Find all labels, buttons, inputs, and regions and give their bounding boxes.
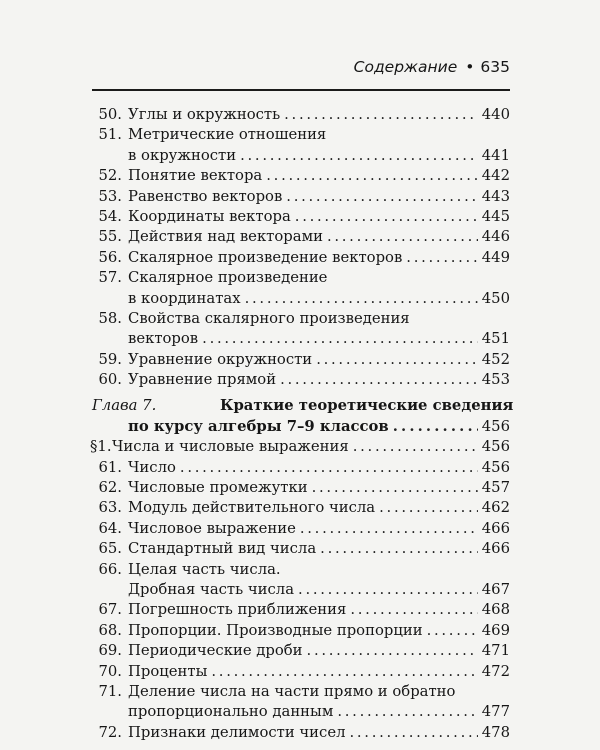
- toc-entry-number: 57.: [98, 269, 122, 287]
- toc-entry-page: 445: [481, 207, 510, 225]
- toc-entry-line: [128, 350, 510, 370]
- toc-entry[interactable]: [0, 662, 600, 682]
- chapter-label: [92, 396, 156, 416]
- section-page: 456: [481, 438, 510, 456]
- toc-entry-line: [128, 723, 510, 743]
- dot-leader: [280, 370, 478, 390]
- dot-leader: [350, 600, 477, 620]
- toc-entry[interactable]: [0, 478, 600, 498]
- toc-entry-title: Пропорции. Производные пропорции: [128, 621, 423, 639]
- toc-entry-number: 70.: [98, 662, 122, 680]
- dot-leader: [202, 329, 478, 349]
- toc-entry-title: Дробная часть числа: [128, 580, 295, 598]
- toc-entry-number: 51.: [98, 126, 122, 144]
- toc-entry-number: 50.: [98, 106, 122, 123]
- toc-entry-line: [128, 621, 510, 641]
- toc-entry-page: 472: [481, 662, 510, 680]
- toc-entry-title: Модуль действительного числа: [128, 499, 376, 517]
- toc-entry-number: 67.: [98, 601, 122, 619]
- dot-leader: [298, 580, 478, 600]
- toc-entry-page: 469: [481, 621, 510, 639]
- dot-leader: [427, 621, 478, 641]
- toc-entry-line: [128, 498, 510, 518]
- toc-entry-title: Периодические дроби: [128, 642, 303, 660]
- toc-entry-line: [128, 248, 510, 268]
- toc-entry-title: Числовое выражение: [128, 519, 296, 537]
- toc-entry-number: 54.: [98, 207, 122, 225]
- toc-entry-number: 71.: [98, 682, 122, 700]
- toc-entry-line: [128, 641, 510, 661]
- dot-leader: [266, 166, 478, 186]
- toc-entry[interactable]: [0, 207, 600, 227]
- dot-leader: [320, 539, 478, 559]
- header-rule: [92, 89, 510, 91]
- toc-entry-number: 55.: [98, 228, 122, 246]
- toc-entry-number: 66.: [98, 560, 122, 578]
- toc-entry-title: Число: [128, 458, 176, 476]
- toc-entry-title: Понятие вектора: [128, 167, 263, 185]
- toc-entry-line: [128, 560, 510, 580]
- chapter-title-line: [220, 396, 514, 416]
- toc-chapter[interactable]: [0, 417, 600, 437]
- chapter-title-line: [128, 417, 510, 437]
- toc-entry-number: 72.: [98, 723, 122, 741]
- toc-entry-title: в окружности: [128, 146, 237, 164]
- toc-entry-line: [128, 125, 510, 145]
- toc-entry-line: [128, 329, 510, 349]
- toc-entry-title: Углы и окружность: [128, 106, 281, 123]
- toc-entry-title: Уравнение окружности: [128, 350, 313, 368]
- dot-leader: [240, 146, 478, 166]
- running-head-title: Содержание: [353, 58, 458, 76]
- toc-entry-title: Равенство векторов: [128, 187, 283, 205]
- toc-entry[interactable]: [0, 641, 600, 661]
- toc-entry[interactable]: [0, 248, 600, 268]
- running-head-page-number: 635: [480, 58, 510, 76]
- section-title: Числа и числовые выражения: [112, 438, 349, 456]
- running-head-bullet: •: [465, 58, 475, 76]
- toc-entry-title: пропорционально данным: [128, 703, 334, 721]
- dot-leader: [353, 437, 478, 457]
- toc-entry-title: Признаки делимости чисел: [128, 723, 346, 741]
- toc-entry-page: 477: [481, 703, 510, 721]
- toc-entry-page: 446: [481, 228, 510, 246]
- toc-entry[interactable]: [0, 519, 600, 539]
- toc-entry-line: [128, 187, 510, 207]
- dot-leader: [379, 498, 478, 518]
- toc-entry[interactable]: [0, 289, 600, 309]
- toc-entry-line: [128, 146, 510, 166]
- toc-entry[interactable]: [0, 227, 600, 247]
- toc-entry-line: [128, 600, 510, 620]
- toc-entry-page: 452: [481, 350, 510, 368]
- toc-entry-page: 478: [481, 723, 510, 741]
- chapter-title: по курсу алгебры 7–9 классов: [128, 417, 389, 435]
- toc-entry-line: [128, 458, 510, 478]
- toc-entry-title: Стандартный вид числа: [128, 540, 317, 558]
- toc-chapter[interactable]: [0, 396, 600, 416]
- running-head: [90, 58, 510, 76]
- toc-entry-number: 60.: [98, 371, 122, 389]
- toc-entry-number: 68.: [98, 621, 122, 639]
- toc-entry[interactable]: [0, 125, 600, 145]
- toc-entry-line: [128, 519, 510, 539]
- table-of-contents: [0, 105, 600, 743]
- toc-entry[interactable]: [0, 580, 600, 600]
- toc-entry-line: [128, 370, 510, 390]
- toc-entry-title: Свойства скалярного произведения: [128, 309, 410, 327]
- toc-entry-page: 443: [481, 187, 510, 205]
- toc-entry[interactable]: [0, 702, 600, 722]
- toc-entry[interactable]: [0, 682, 600, 702]
- toc-entry-line: [128, 702, 510, 722]
- toc-entry-number: 61.: [98, 458, 122, 476]
- section-label: §1.: [90, 438, 112, 456]
- toc-entry-title: Деление числа на части прямо и обратно: [128, 682, 456, 700]
- toc-entry[interactable]: [0, 621, 600, 641]
- toc-entry[interactable]: [0, 560, 600, 580]
- section-title-line: [112, 437, 510, 457]
- dot-leader: [327, 227, 478, 247]
- toc-entry[interactable]: [0, 329, 600, 349]
- toc-entry-line: [128, 207, 510, 227]
- toc-entry-page: 468: [481, 601, 510, 619]
- toc-entry[interactable]: [0, 600, 600, 620]
- toc-entry-number: 53.: [98, 187, 122, 205]
- toc-entry-title: Числовые промежутки: [128, 479, 308, 497]
- toc-entry-line: [128, 268, 510, 288]
- toc-entry[interactable]: [0, 723, 600, 743]
- toc-entry[interactable]: [0, 458, 600, 478]
- toc-entry-title: Проценты: [128, 662, 208, 680]
- toc-entry-line: [128, 166, 510, 186]
- dot-leader: [307, 641, 478, 661]
- dot-leader: [300, 519, 478, 539]
- toc-entry[interactable]: [0, 105, 600, 125]
- toc-entry-page: 450: [481, 289, 510, 307]
- toc-entry[interactable]: [0, 187, 600, 207]
- toc-entry-title: Скалярное произведение: [128, 269, 328, 287]
- dot-leader: [284, 105, 478, 125]
- toc-entry-title: векторов: [128, 330, 199, 348]
- toc-entry-page: 456: [481, 458, 510, 476]
- toc-entry-number: 62.: [98, 479, 122, 497]
- toc-entry-title: Действия над векторами: [128, 228, 323, 246]
- toc-entry-page: 449: [481, 248, 510, 266]
- toc-entry-page: 466: [481, 519, 510, 537]
- toc-entry-number: 64.: [98, 519, 122, 537]
- toc-entry-page: 441: [481, 146, 510, 164]
- toc-entry[interactable]: [0, 309, 600, 329]
- dot-leader: [337, 702, 477, 722]
- toc-entry-page: 440: [481, 106, 510, 123]
- dot-leader: [211, 662, 477, 682]
- toc-entry[interactable]: [0, 146, 600, 166]
- toc-entry-number: 65.: [98, 540, 122, 558]
- chapter-title: Краткие теоретические сведения: [220, 397, 514, 415]
- toc-entry-number: 59.: [98, 350, 122, 368]
- toc-entry-number: 58.: [98, 309, 122, 327]
- toc-entry-title: Уравнение прямой: [128, 371, 277, 389]
- toc-entry-line: [128, 662, 510, 682]
- toc-entry-number: 56.: [98, 248, 122, 266]
- dot-leader: [316, 350, 478, 370]
- toc-entry-title: Координаты вектора: [128, 207, 291, 225]
- toc-entry-line: [128, 580, 510, 600]
- toc-entry-page: 442: [481, 167, 510, 185]
- dot-leader: [406, 248, 477, 268]
- chapter-label-text: Глава 7.: [92, 397, 157, 415]
- toc-entry-line: [128, 682, 510, 702]
- toc-entry-line: [128, 105, 510, 125]
- toc-entry-line: [128, 227, 510, 247]
- dot-leader: [393, 417, 478, 437]
- chapter-page: 456: [481, 417, 510, 435]
- toc-entry-line: [128, 309, 510, 329]
- dot-leader: [180, 458, 478, 478]
- toc-entry-title: в координатах: [128, 289, 241, 307]
- toc-entry[interactable]: [0, 350, 600, 370]
- dot-leader: [286, 187, 477, 207]
- toc-entry[interactable]: [0, 166, 600, 186]
- toc-entry[interactable]: [0, 498, 600, 518]
- toc-entry-number: 52.: [98, 167, 122, 185]
- toc-entry[interactable]: [0, 370, 600, 390]
- toc-entry-page: 471: [481, 642, 510, 660]
- toc-entry-title: Целая часть числа.: [128, 560, 281, 578]
- toc-entry-page: 462: [481, 499, 510, 517]
- toc-entry-page: 466: [481, 540, 510, 558]
- toc-section[interactable]: [0, 437, 600, 457]
- toc-entry-line: [128, 539, 510, 559]
- dot-leader: [349, 723, 477, 743]
- dot-leader: [312, 478, 478, 498]
- toc-entry-title: Метрические отношения: [128, 126, 327, 144]
- toc-entry-number: 69.: [98, 642, 122, 660]
- toc-entry-page: 451: [481, 330, 510, 348]
- toc-entry[interactable]: [0, 268, 600, 288]
- toc-entry-line: [128, 478, 510, 498]
- toc-entry-line: [128, 289, 510, 309]
- dot-leader: [245, 289, 478, 309]
- toc-entry-page: 467: [481, 580, 510, 598]
- toc-entry-title: Скалярное произведение векторов: [128, 248, 403, 266]
- dot-leader: [295, 207, 478, 227]
- toc-entry-number: 63.: [98, 499, 122, 517]
- toc-entry-title: Погрешность приближения: [128, 601, 347, 619]
- toc-entry[interactable]: [0, 539, 600, 559]
- toc-entry-page: 457: [481, 479, 510, 497]
- toc-entry-page: 453: [481, 371, 510, 389]
